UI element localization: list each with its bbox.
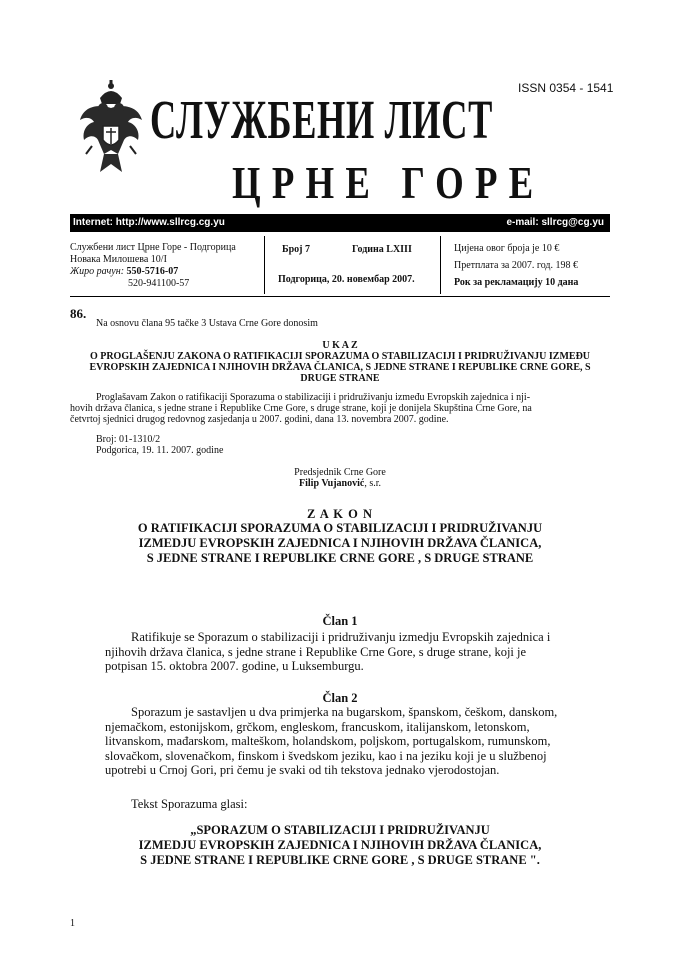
divider [440, 236, 441, 294]
zakon-title: Z A K O N [307, 507, 373, 521]
complaints-deadline: Рок за рекламацију 10 дана [454, 277, 579, 288]
ukaz-title: U K A Z [322, 340, 358, 351]
page-number: 1 [70, 918, 75, 929]
clan2-text: Sporazum je sastavljen u dva primjerka na bugarskom, španskom, češkom, danskom, njemačkom, estonijskom, grčkom, engleskom, francuskom, italijanskom, letonskom, litvanskom, mađarskom, malteškom, holandskom, poljskom, portugalskom, rumunskom, slovačkom, slovenačkom, finskom i švedskom jeziku, kao i na jeziku koji je u službenoj upotrebi u Crnoj Gori, pri čemu je svaki od tih tekstova jednako vjerodostojan. [105, 705, 558, 777]
issue-price: Цијена овог броја је 10 € [454, 243, 560, 254]
masthead-title-line1: СЛУЖБЕНИ ЛИСТ [150, 89, 493, 150]
clan1-text: Ratifikuje se Sporazum o stabilizaciji i pridruživanju izmedju Evropskih zajednica i njihovih država članica, s jedne strane i Republike Crne Gore, s druge strane, koji je potpisan 15. oktobra 2007. godine, u Luksemburgu. [105, 630, 551, 673]
agreement-intro: Tekst Sporazuma glasi: [131, 797, 248, 811]
signer-name: Filip Vujanović [299, 478, 365, 489]
signature-block: Predsjednik Crne Gore Filip Vujanović, s.r. [255, 467, 425, 489]
clan1-title: Član 1 [322, 614, 358, 628]
publisher-address [70, 242, 236, 290]
signer-title: Predsjednik Crne Gore [294, 467, 386, 478]
publisher-line1: Службени лист Црне Горе - Подгорица [70, 242, 236, 253]
ukaz-broj: Broj: 01-1310/2 [96, 434, 161, 445]
header-rule [70, 296, 610, 297]
ukaz-reference [96, 434, 223, 456]
masthead-contact-bar [70, 214, 610, 232]
email-link[interactable]: e-mail: sllrcg@cg.yu [506, 217, 604, 228]
coat-of-arms-icon [78, 80, 144, 180]
ukaz-place-date: Podgorica, 19. 11. 2007. godine [96, 445, 224, 456]
masthead-title-line2: ЦРНЕ ГОРЕ [232, 157, 545, 208]
article-number: 86. [70, 306, 87, 321]
account2: 520-941100-57 [128, 278, 190, 289]
ukaz-intro: Na osnovu člana 95 tačke 3 Ustava Crne Gore donosim [96, 318, 318, 329]
internet-link[interactable]: Internet: http://www.sllrcg.cg.yu [73, 217, 225, 228]
publisher-line2: Новака Милошева 10/I [70, 254, 167, 265]
issn: ISSN 0354 - 1541 [518, 81, 614, 95]
ukaz-text: Proglašavam Zakon o ratifikaciji Sporazuma o stabilizaciji i pridruživanju između Evropskih zajednica i nji- hovih država članica, s jedne strane i Republike Crne Gore, s druge strane, koji je donijela Skupština Crne Gore, na četvrtoj sjednici drugog redovnog zasjedanja u 2007. godini, dana 13. novembra 2007. godine. [70, 392, 532, 425]
issue-year: Година LXIII [352, 244, 412, 255]
divider [264, 236, 265, 294]
subscription: Претплата за 2007. год. 198 € [454, 260, 579, 271]
ukaz-subtitle: O PROGLAŠENJU ZAKONA O RATIFIKACIJI SPORAZUMA O STABILIZACIJI I PRIDRUŽIVANJU IZMEĐU EVROPSKIH ZAJEDNICA I NJIHOVIH DRŽAVA ČLANICA, S JEDNE STRANE I REPUBLIKE CRNE GORE, S DRUGE STRANE [89, 351, 591, 384]
zakon-subtitle: O RATIFIKACIJI SPORAZUMA O STABILIZACIJI I PRIDRUŽIVANJU IZMEDJU EVROPSKIH ZAJEDNICA I NJIHOVIH DRŽAVA ČLANICA, S JEDNE STRANE I REPUBLIKE CRNE GORE , S DRUGE STRANE [137, 521, 543, 565]
issue-number: Број 7 [282, 244, 311, 255]
issue-date: Подгорица, 20. новембар 2007. [278, 274, 415, 285]
clan2-title: Član 2 [322, 691, 358, 705]
account-line: Жиро рачун: 550-5716-07 [70, 266, 179, 277]
agreement-title: „SPORAZUM O STABILIZACIJI I PRIDRUŽIVANJU IZMEDJU EVROPSKIH ZAJEDNICA I NJIHOVIH DRŽAVA ČLANICA, S JEDNE STRANE I REPUBLIKE CRNE GORE , S DRUGE STRANE ". [138, 823, 542, 867]
account1: 550-5716-07 [126, 266, 179, 277]
